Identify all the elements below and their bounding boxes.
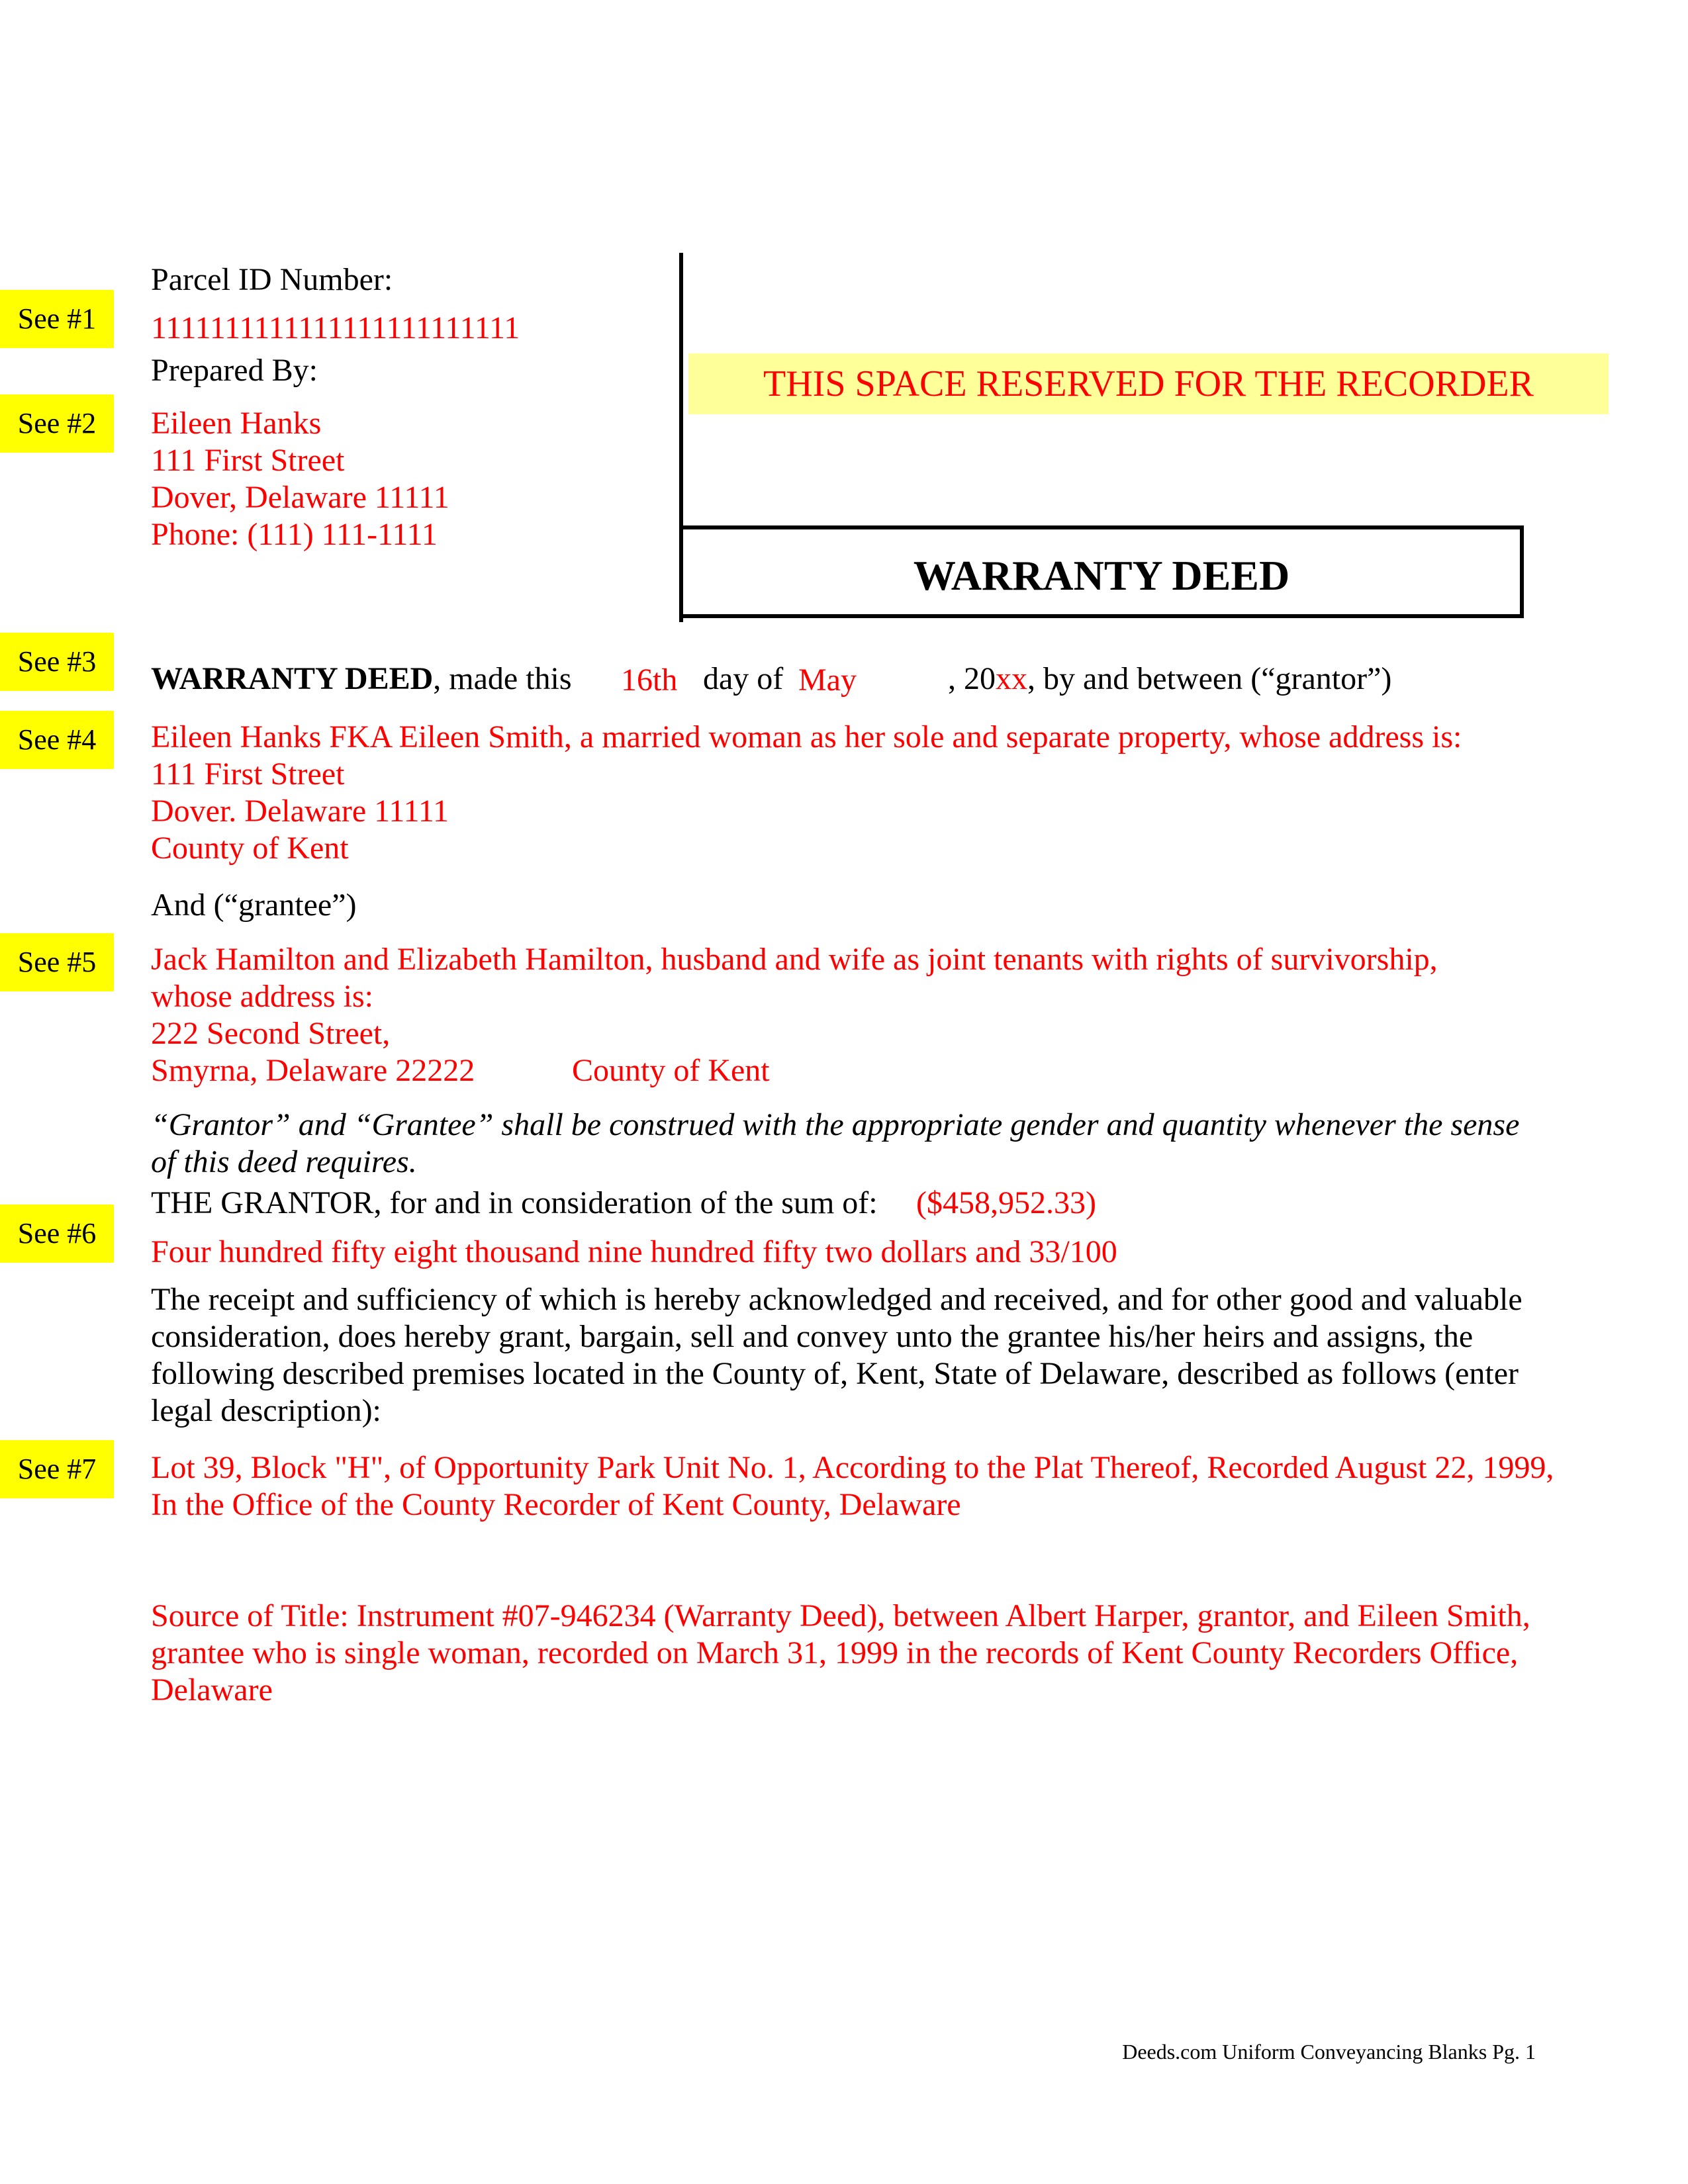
note-tab-7: See #7 [0, 1440, 114, 1498]
grantee-line-4: Smyrna, Delaware 22222 [151, 1053, 475, 1088]
note-tab-1: See #1 [0, 290, 114, 348]
intro-month: May [798, 662, 857, 698]
prepared-by-label: Prepared By: [151, 353, 318, 388]
parcel-id-label: Parcel ID Number: [151, 262, 393, 297]
intro-made-this: , made this [433, 661, 572, 696]
construed-clause: “Grantor” and “Grantee” shall be construed with the appropriate gender and quantity whenever the sense of this deed requires. [151, 1107, 1520, 1179]
receipt-paragraph: The receipt and sufficiency of which is hereby acknowledged and received, and for other good and valuable consideration, does hereby grant, bargain, sell and convey unto the grantee his/her heirs and assigns, the following described premises located in the County of, Kent, State of Delaware, described as follows (enter legal description): [151, 1282, 1523, 1428]
preparer-phone: Phone: (111) 111-1111 [151, 517, 438, 552]
grantee-line-2: whose address is: [151, 979, 373, 1014]
intro-day-of: day of [703, 661, 784, 696]
note-tab-2: See #2 [0, 394, 114, 453]
legal-description: Lot 39, Block "H", of Opportunity Park Unit No. 1, According to the Plat Thereof, Recorded August 22, 1999, In the Office of the County Recorder of Kent County, Delaware [151, 1450, 1554, 1522]
preparer-name: Eileen Hanks [151, 406, 322, 441]
note-tab-4: See #4 [0, 711, 114, 769]
parcel-id-number: 1111111111111111111111111 [151, 310, 520, 345]
consideration-words: Four hundred fifty eight thousand nine hundred fifty two dollars and 33/100 [151, 1234, 1117, 1269]
consideration-amount: ($458,952.33) [916, 1185, 1096, 1220]
intro-between: , by and between (“grantor”) [1027, 661, 1392, 696]
intro-line [151, 660, 572, 698]
intro-title-word: WARRANTY DEED [151, 661, 434, 696]
preparer-street: 111 First Street [151, 443, 345, 478]
preparer-city: Dover, Delaware 11111 [151, 480, 449, 515]
intro-year-line [948, 660, 1391, 698]
note-tab-5: See #5 [0, 933, 114, 991]
and-grantee-label: And (“grantee”) [151, 887, 357, 923]
grantee-county: County of Kent [572, 1053, 770, 1088]
grantor-line-4: County of Kent [151, 831, 349, 866]
source-of-title: Source of Title: Instrument #07-946234 (Warranty Deed), between Albert Harper, grantor, and Eileen Smith, grantee who is single woman, recorded on March 31, 1999 in the records of Kent County Recorders Office, Delaware [151, 1598, 1530, 1707]
grantor-line-2: 111 First Street [151, 756, 345, 792]
grantee-line-3: 222 Second Street, [151, 1016, 391, 1051]
grantor-line-3: Dover. Delaware 11111 [151, 794, 449, 829]
intro-year-prefix: , 20 [948, 661, 996, 696]
note-tab-3: See #3 [0, 633, 114, 691]
consideration-label: THE GRANTOR, for and in consideration of the sum of: [151, 1185, 878, 1220]
deed-title: WARRANTY DEED [913, 552, 1290, 599]
recorder-reserved-text: THIS SPACE RESERVED FOR THE RECORDER [763, 363, 1534, 404]
page-footer: Deeds.com Uniform Conveyancing Blanks Pg. 1 [1122, 2040, 1536, 2064]
grantee-line-1: Jack Hamilton and Elizabeth Hamilton, husband and wife as joint tenants with rights of survivorship, [151, 942, 1438, 977]
intro-day: 16th [621, 662, 678, 698]
note-tab-6: See #6 [0, 1205, 114, 1263]
intro-year-suffix: xx [996, 661, 1027, 696]
grantor-line-1: Eileen Hanks FKA Eileen Smith, a married woman as her sole and separate property, whose address is: [151, 719, 1462, 754]
